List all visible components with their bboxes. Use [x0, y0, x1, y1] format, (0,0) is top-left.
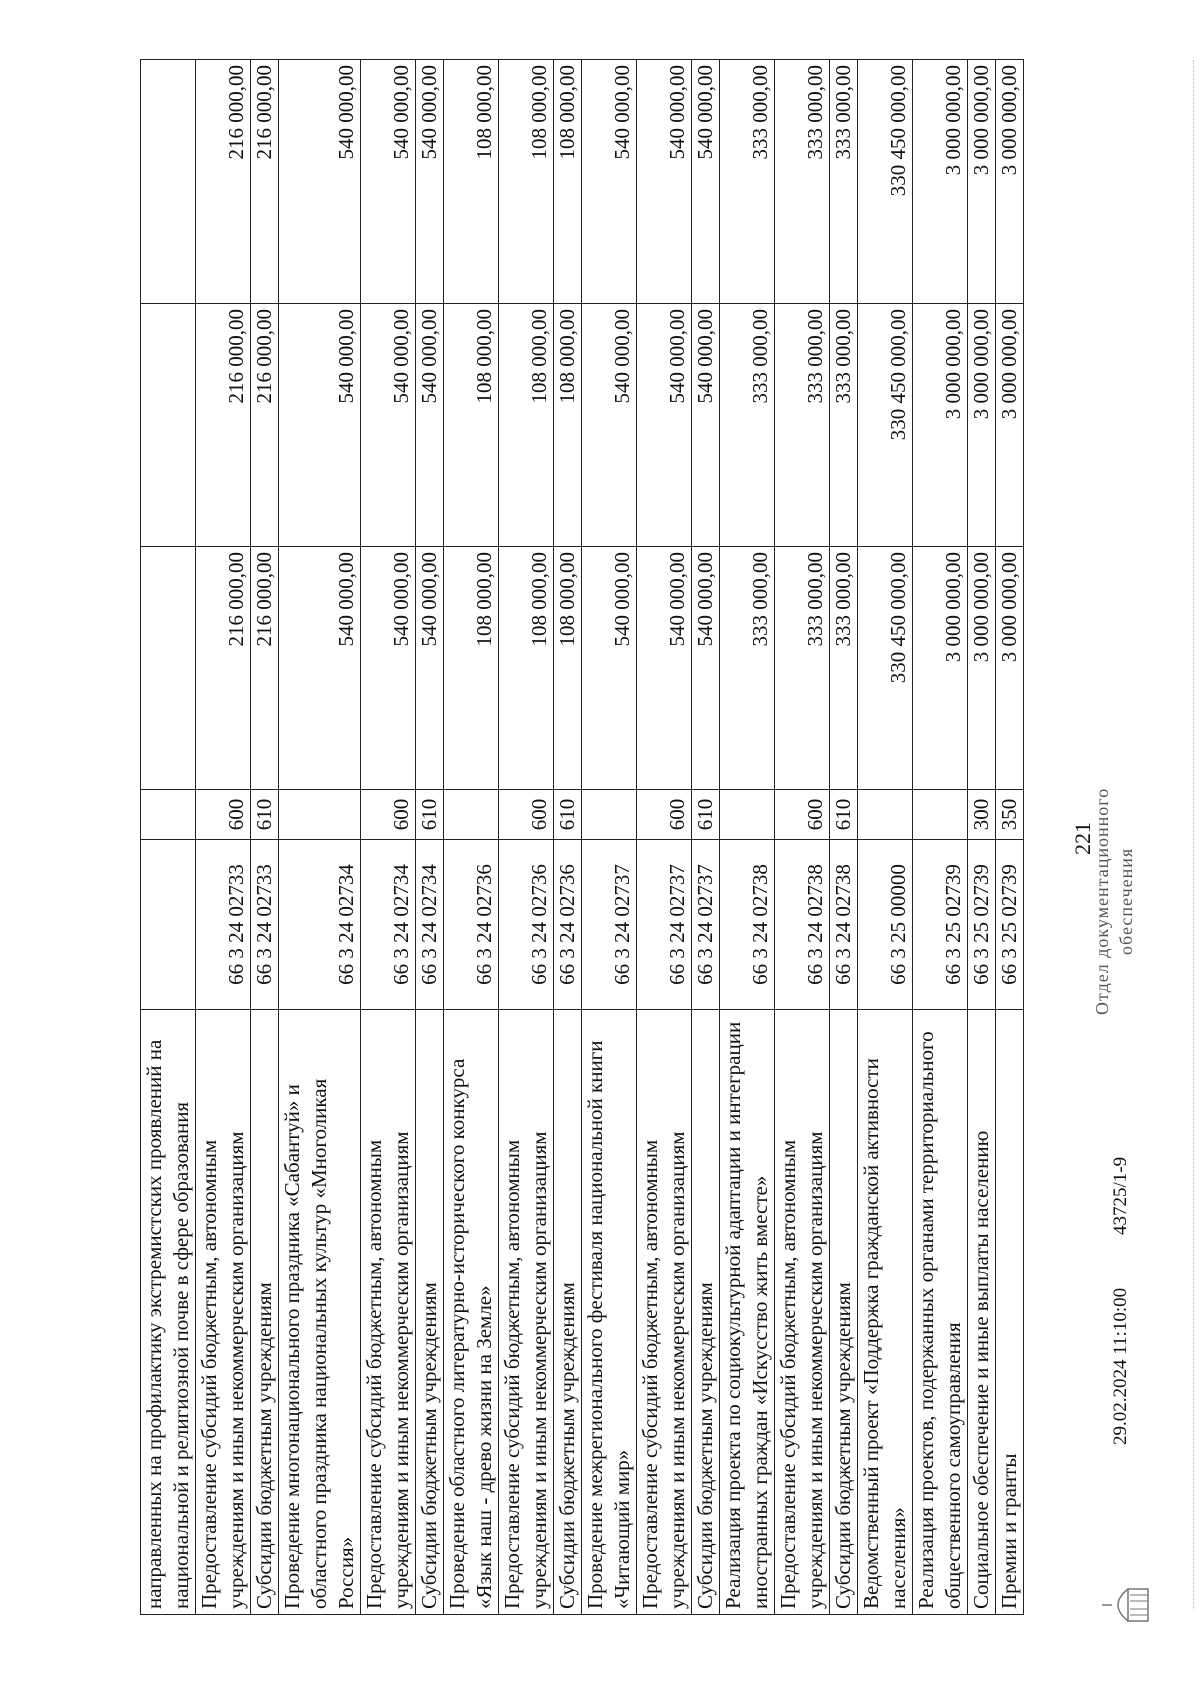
row-amount-1-cell: 108 000,00	[499, 547, 554, 790]
row-vr-cell	[141, 790, 196, 840]
row-code-cell: 66 3 24 02734	[416, 840, 444, 1010]
row-code-cell: 66 3 24 02737	[582, 840, 637, 1010]
row-amount-2-cell: 108 000,00	[554, 304, 582, 547]
row-vr-cell	[444, 790, 499, 840]
scan-edge-mark	[1187, 60, 1194, 1610]
row-amount-2-cell: 216 000,00	[251, 304, 279, 547]
row-amount-1-cell: 540 000,00	[582, 547, 637, 790]
table-row	[251, 60, 279, 1615]
row-vr-cell: 600	[775, 790, 830, 840]
row-amount-3-cell: 540 000,00	[416, 60, 444, 304]
row-vr-cell: 610	[692, 790, 720, 840]
row-amount-1-cell: 216 000,00	[196, 547, 251, 790]
row-amount-2-cell	[141, 304, 196, 547]
row-code-cell: 66 3 24 02736	[444, 840, 499, 1010]
row-code-cell: 66 3 24 02737	[692, 840, 720, 1010]
row-vr-cell: 610	[416, 790, 444, 840]
row-name-cell: Проведение многонационального праздника «Сабантуй» и областного праздника национальных культур «Многоликая Россия»	[279, 1010, 361, 1615]
row-amount-3-cell: 3 000 000,00	[968, 60, 996, 304]
table-row	[720, 60, 775, 1615]
page-number: 221	[1070, 822, 1095, 855]
row-amount-2-cell: 330 450 000,00	[858, 304, 913, 547]
row-code-cell: 66 3 24 02733	[196, 840, 251, 1010]
row-amount-2-cell: 3 000 000,00	[913, 304, 968, 547]
row-name-cell: Субсидии бюджетным учреждениям	[830, 1010, 858, 1615]
table-row	[582, 60, 637, 1615]
row-name-cell: Субсидии бюджетным учреждениям	[692, 1010, 720, 1615]
row-name-cell: Предоставление субсидий бюджетным, автономным учреждениям и иным некоммерческим организациям	[775, 1010, 830, 1615]
row-code-cell	[141, 840, 196, 1010]
row-amount-1-cell: 540 000,00	[637, 547, 692, 790]
table-row	[775, 60, 830, 1615]
row-amount-1-cell: 333 000,00	[720, 547, 775, 790]
row-vr-cell	[582, 790, 637, 840]
building-stamp-icon	[1098, 1585, 1154, 1625]
row-amount-1-cell: 108 000,00	[444, 547, 499, 790]
row-amount-3-cell: 3 000 000,00	[913, 60, 968, 304]
row-amount-2-cell: 540 000,00	[637, 304, 692, 547]
table-body	[141, 60, 1024, 1615]
footer-date: 29.02.2024 11:10:00	[1110, 1287, 1131, 1445]
page-footer	[1084, 60, 1174, 1615]
row-amount-3-cell: 216 000,00	[251, 60, 279, 304]
row-code-cell: 66 3 24 02734	[279, 840, 361, 1010]
row-code-cell: 66 3 24 02734	[361, 840, 416, 1010]
row-amount-3-cell: 333 000,00	[830, 60, 858, 304]
row-amount-2-cell: 540 000,00	[582, 304, 637, 547]
table-row	[637, 60, 692, 1615]
row-vr-cell	[720, 790, 775, 840]
row-amount-3-cell: 108 000,00	[499, 60, 554, 304]
row-name-cell: Субсидии бюджетным учреждениям	[251, 1010, 279, 1615]
row-amount-3-cell: 540 000,00	[637, 60, 692, 304]
row-name-cell: Субсидии бюджетным учреждениям	[554, 1010, 582, 1615]
table-row	[554, 60, 582, 1615]
row-vr-cell: 600	[361, 790, 416, 840]
row-code-cell: 66 3 24 02736	[554, 840, 582, 1010]
row-vr-cell: 350	[996, 790, 1024, 840]
row-amount-1-cell: 540 000,00	[279, 547, 361, 790]
row-amount-1-cell: 540 000,00	[361, 547, 416, 790]
table-row	[196, 60, 251, 1615]
table-row	[416, 60, 444, 1615]
row-amount-2-cell: 540 000,00	[361, 304, 416, 547]
row-amount-3-cell: 540 000,00	[361, 60, 416, 304]
row-name-cell: Предоставление субсидий бюджетным, автономным учреждениям и иным некоммерческим организациям	[637, 1010, 692, 1615]
row-amount-3-cell: 108 000,00	[554, 60, 582, 304]
row-amount-1-cell: 333 000,00	[830, 547, 858, 790]
row-name-cell: Проведение областного литературно-исторического конкурса «Язык наш - древо жизни на Земле»	[444, 1010, 499, 1615]
row-code-cell: 66 3 24 02738	[775, 840, 830, 1010]
row-amount-2-cell: 333 000,00	[775, 304, 830, 547]
department-stamp	[1090, 788, 1138, 1015]
row-amount-2-cell: 216 000,00	[196, 304, 251, 547]
row-amount-2-cell: 540 000,00	[279, 304, 361, 547]
table-row	[692, 60, 720, 1615]
table-row	[279, 60, 361, 1615]
row-amount-3-cell	[141, 60, 196, 304]
row-amount-2-cell: 540 000,00	[416, 304, 444, 547]
table-row	[444, 60, 499, 1615]
table-row	[858, 60, 913, 1615]
rotated-page	[140, 60, 1200, 1615]
row-vr-cell: 600	[196, 790, 251, 840]
row-code-cell: 66 3 24 02738	[720, 840, 775, 1010]
row-amount-3-cell: 108 000,00	[444, 60, 499, 304]
row-amount-1-cell: 216 000,00	[251, 547, 279, 790]
row-code-cell: 66 3 24 02736	[499, 840, 554, 1010]
row-name-cell: Реализация проектов, подержанных органами территориального общественного самоуправления	[913, 1010, 968, 1615]
row-amount-2-cell: 3 000 000,00	[968, 304, 996, 547]
row-code-cell: 66 3 24 02733	[251, 840, 279, 1010]
row-vr-cell: 610	[830, 790, 858, 840]
row-vr-cell: 610	[251, 790, 279, 840]
row-name-cell: Социальное обеспечение и иные выплаты населению	[968, 1010, 996, 1615]
row-name-cell: Предоставление субсидий бюджетным, автономным учреждениям и иным некоммерческим организациям	[361, 1010, 416, 1615]
row-amount-3-cell: 330 450 000,00	[858, 60, 913, 304]
department-line-1: Отдел документационного	[1092, 787, 1112, 1015]
row-amount-3-cell: 540 000,00	[692, 60, 720, 304]
row-code-cell: 66 3 24 02738	[830, 840, 858, 1010]
row-name-cell: Ведомственный проект «Поддержка гражданской активности населения»	[858, 1010, 913, 1615]
row-amount-3-cell: 333 000,00	[720, 60, 775, 304]
row-name-cell: Реализация проекта по социокультурной адаптации и интеграции иностранных граждан «Искусство жить вместе»	[720, 1010, 775, 1615]
footer-doc-number: 43725/1-9	[1110, 1156, 1131, 1235]
row-amount-1-cell: 3 000 000,00	[968, 547, 996, 790]
row-amount-1-cell: 540 000,00	[692, 547, 720, 790]
table-row	[968, 60, 996, 1615]
row-name-cell: Предоставление субсидий бюджетным, автономным учреждениям и иным некоммерческим организациям	[499, 1010, 554, 1615]
row-amount-3-cell: 540 000,00	[582, 60, 637, 304]
row-amount-1-cell	[141, 547, 196, 790]
row-vr-cell	[858, 790, 913, 840]
row-name-cell: Премии и гранты	[996, 1010, 1024, 1615]
table-row	[996, 60, 1024, 1615]
table-row	[499, 60, 554, 1615]
row-amount-2-cell: 333 000,00	[830, 304, 858, 547]
row-code-cell: 66 3 25 00000	[858, 840, 913, 1010]
row-amount-1-cell: 540 000,00	[416, 547, 444, 790]
row-name-cell: Субсидии бюджетным учреждениям	[416, 1010, 444, 1615]
row-amount-1-cell: 330 450 000,00	[858, 547, 913, 790]
row-amount-3-cell: 333 000,00	[775, 60, 830, 304]
row-code-cell: 66 3 25 02739	[996, 840, 1024, 1010]
row-amount-3-cell: 540 000,00	[279, 60, 361, 304]
row-name-cell: направленных на профилактику экстремистских проявлений на национальной и религиозной почве в сфере образования	[141, 1010, 196, 1615]
row-amount-2-cell: 540 000,00	[692, 304, 720, 547]
row-name-cell: Предоставление субсидий бюджетным, автономным учреждениям и иным некоммерческим организациям	[196, 1010, 251, 1615]
table-row	[141, 60, 196, 1615]
row-vr-cell	[279, 790, 361, 840]
row-name-cell: Проведение межрегионального фестиваля национальной книги «Читающий мир»	[582, 1010, 637, 1615]
budget-table	[140, 59, 1024, 1615]
row-vr-cell: 610	[554, 790, 582, 840]
row-amount-1-cell: 108 000,00	[554, 547, 582, 790]
table-row	[830, 60, 858, 1615]
row-amount-2-cell: 333 000,00	[720, 304, 775, 547]
row-vr-cell: 600	[637, 790, 692, 840]
row-amount-1-cell: 3 000 000,00	[996, 547, 1024, 790]
row-vr-cell	[913, 790, 968, 840]
row-vr-cell: 300	[968, 790, 996, 840]
row-code-cell: 66 3 24 02737	[637, 840, 692, 1010]
row-amount-1-cell: 333 000,00	[775, 547, 830, 790]
row-amount-2-cell: 108 000,00	[499, 304, 554, 547]
row-code-cell: 66 3 25 02739	[968, 840, 996, 1010]
row-amount-3-cell: 3 000 000,00	[996, 60, 1024, 304]
row-amount-2-cell: 108 000,00	[444, 304, 499, 547]
row-amount-1-cell: 3 000 000,00	[913, 547, 968, 790]
row-vr-cell: 600	[499, 790, 554, 840]
table-row	[361, 60, 416, 1615]
row-amount-2-cell: 3 000 000,00	[996, 304, 1024, 547]
table-row	[913, 60, 968, 1615]
row-code-cell: 66 3 25 02739	[913, 840, 968, 1010]
department-line-2: обеспечения	[1116, 847, 1136, 955]
row-amount-3-cell: 216 000,00	[196, 60, 251, 304]
